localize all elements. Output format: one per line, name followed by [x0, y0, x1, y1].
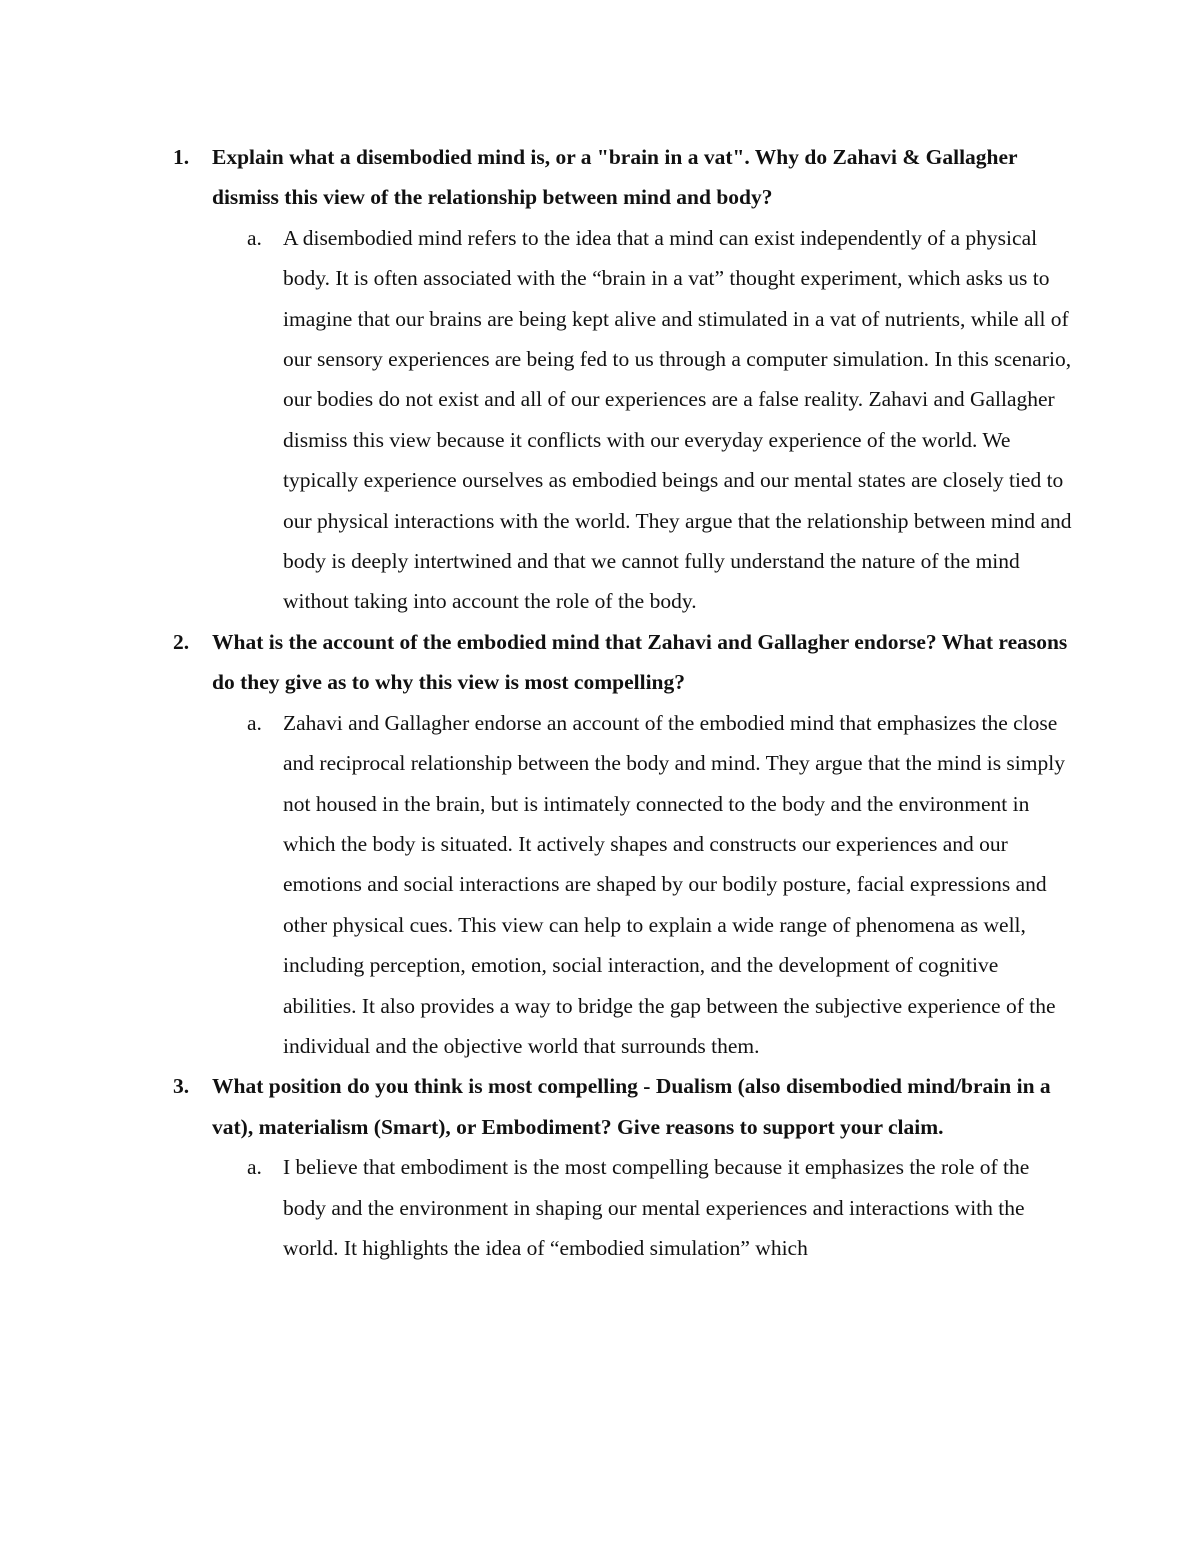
question	[0, 622, 1072, 703]
question	[0, 1066, 1072, 1147]
answer-letter: a.	[247, 1155, 262, 1180]
answer-letter: a.	[247, 225, 262, 250]
question-text: What position do you think is most compelling - Dualism (also disembodied mind/brain in a vat), materialism (Smart), or Embodiment? Give reasons to support your claim.	[212, 1074, 1051, 1139]
answer-text: I believe that embodiment is the most compelling because it emphasizes the role of the body and the environment in shaping our mental experiences and interactions with the world. It highlights the idea of “embodied simulation” which	[283, 1155, 1030, 1260]
question-number: 1.	[173, 145, 190, 169]
question-number: 2.	[173, 629, 190, 654]
answer-letter: a.	[247, 710, 262, 735]
answer	[0, 703, 1073, 1067]
question-item-3	[0, 1066, 1200, 1268]
answer-text: Zahavi and Gallagher endorse an account of the embodied mind that emphasizes the close and reciprocal relationship between the body and mind. They argue that the mind is simply not housed in the brain, but is intimately connected to the body and the environment in which the body is situated. It actively shapes and constructs our experiences and our emotions and social interactions are shaped by our bodily posture, facial expressions and other physical cues. This view can help to explain a wide range of phenomena as well, including perception, emotion, social interaction, and the development of cognitive abilities. It also provides a way to bridge the gap between the subjective experience of the individual and the objective world that surrounds them.	[283, 710, 1065, 1058]
answer	[0, 1147, 1073, 1268]
answer-text: A disembodied mind refers to the idea that a mind can exist independently of a physical body. It is often associated with the “brain in a vat” thought experiment, which asks us to imagine that our brains are being kept alive and stimulated in a vat of nutrients, while all of our sensory experiences are being fed to us through a computer simulation. In this scenario, our bodies do not exist and all of our experiences are a false reality. Zahavi and Gallagher dismiss this view because it conflicts with our everyday experience of the world. We typically experience ourselves as embodied beings and our mental states are closely tied to our physical interactions with the world. They argue that the relationship between mind and body is deeply intertwined and that we cannot fully understand the nature of the mind without taking into account the role of the body.	[283, 225, 1072, 614]
question-text: What is the account of the embodied mind that Zahavi and Gallagher endorse? What reasons do they give as to why this view is most compelling?	[212, 629, 1068, 695]
question	[0, 137, 1072, 218]
question-item-1	[0, 137, 1200, 622]
question-item-2	[0, 622, 1200, 1066]
question-list	[0, 137, 1200, 1268]
question-text: Explain what a disembodied mind is, or a "brain in a vat". Why do Zahavi & Gallagher dismiss this view of the relationship between mind and body?	[212, 145, 1018, 210]
question-number: 3.	[173, 1074, 190, 1099]
answer	[0, 218, 1073, 622]
